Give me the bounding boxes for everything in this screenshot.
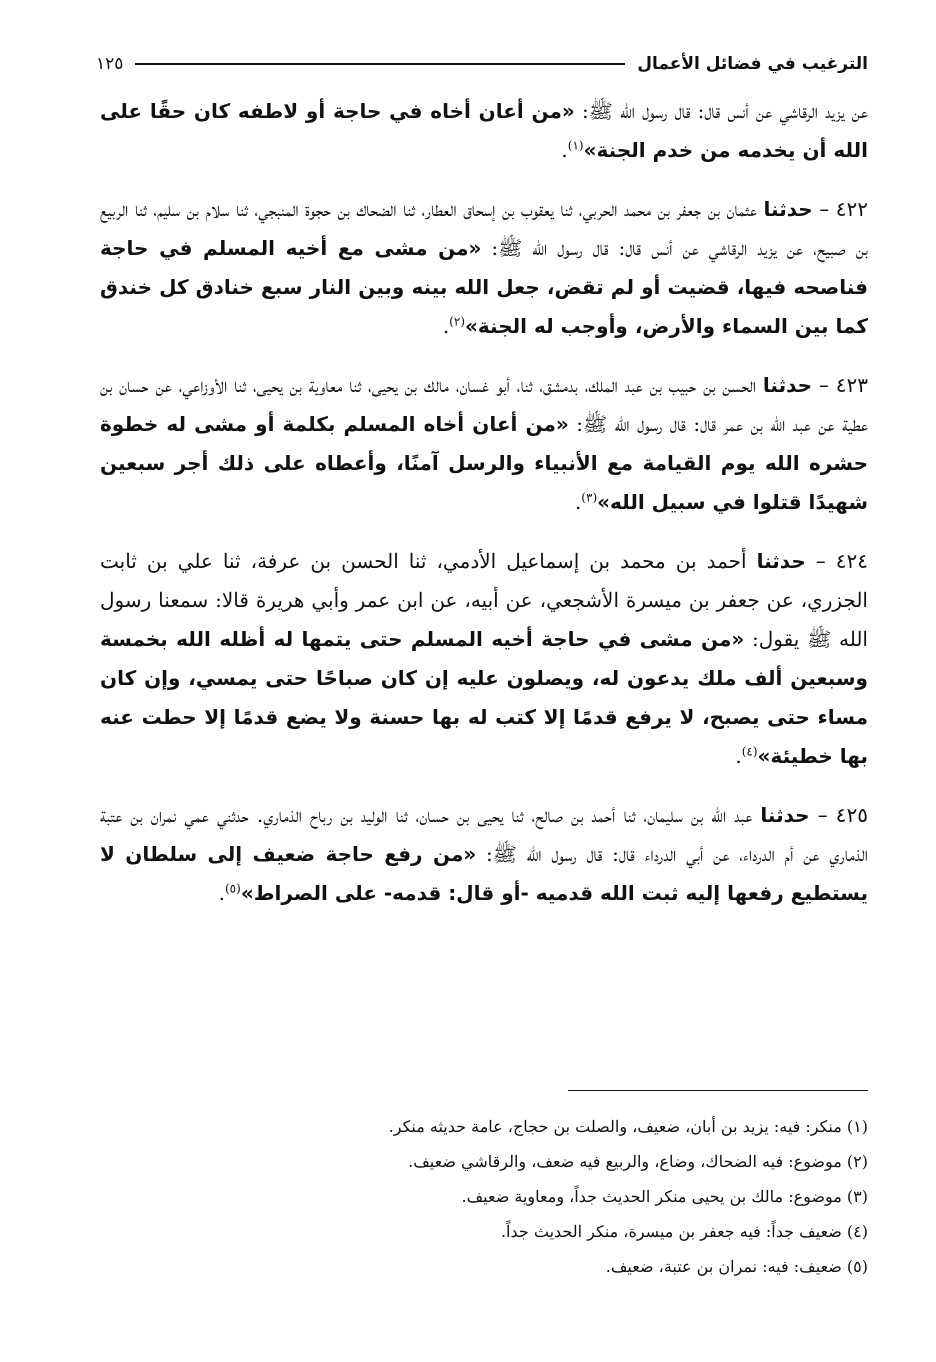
chain-text: الحسن بن حبيب بن عبد الملك، بدمشق، ثنا، أبو غسان، مالك بن يحيى، ثنا معاوية بن يحيى، ثنا الأوزاعي، عن حسان بن عطية عن عبد الله بن عمر قال: قال رسول الله ﷺ: — [100, 373, 869, 436]
hadith-paragraph-425 — [100, 796, 868, 913]
end-mark: . — [574, 490, 582, 514]
chain-text: عثمان بن جعفر بن محمد الحربي، ثنا يعقوب بن إسحاق العطار، ثنا الضحاك بن حجوة المنبجي، ثنا سلام بن سليم، ثنا الربيع بن صبيح، عن يزيد الرقاشي عن أنس قال: قال رسول الله ﷺ: — [100, 197, 868, 260]
hadith-text: «من مشى مع أخيه المسلم في حاجة فناصحه فيها، قضيت أو لم تقض، جعل الله بينه وبين النار سبع خنادق كل خندق كما بين السماء والأرض، وأوجب له الجنة» — [100, 236, 868, 338]
end-mark: . — [442, 314, 450, 338]
hadith-text: «من رفع حاجة ضعيف إلى سلطان لا يستطيع رفعها إليه ثبت الله قدميه -أو قال: قدمه- على الصراط» — [100, 842, 868, 905]
footnote-5: (٥) ضعيف: فيه: نمران بن عتبة، ضعيف. — [605, 1257, 868, 1276]
intro-paragraph — [100, 92, 868, 170]
header-rule — [135, 63, 625, 65]
lead-word: حدثنا — [760, 803, 810, 827]
lead-word: حدثنا — [763, 197, 813, 221]
footnote-ref: (٢) — [449, 314, 465, 329]
paragraph-number: ٤٢٣ – — [812, 373, 868, 397]
lead-word: حدثنا — [756, 549, 806, 573]
footnote-4: (٤) ضعيف جداً: فيه جعفر بن ميسرة، منكر الحديث جداً. — [500, 1222, 868, 1241]
footnote-2: (٢) موضوع: فيه الضحاك، وضاع، والربيع فيه ضعف، والرقاشي ضعيف. — [408, 1152, 868, 1171]
page-header — [96, 48, 868, 80]
hadith-text: «من أعان أخاه المسلم بكلمة أو مشى له خطوة حشره الله يوم القيامة مع الأنبياء والرسل آمنًا، وأعطاه على ذلك أجر سبعين شهيدًا قتلوا في سبيل الله» — [100, 412, 868, 514]
paragraph-number: ٤٢٢ – — [812, 197, 868, 221]
end-mark: . — [735, 744, 742, 768]
footnote-1: (١) منكر: فيه: يزيد بن أبان، ضعيف، والصلت بن حجاج، عامة حديثه منكر. — [388, 1117, 868, 1136]
hadith-text: «من أعان أخاه في حاجة أو لاطفه كان حقًا على الله أن يخدمه من خدم الجنة» — [100, 99, 868, 162]
footnote-ref: (٣) — [581, 490, 598, 505]
chain-text: أحمد بن محمد بن إسماعيل الأدمي، ثنا الحسن بن عرفة، ثنا علي بن ثابت الجزري، عن جعفر بن ميسرة الأشجعي، عن أبيه، عن ابن عمر وأبي هريرة قالا: سمعنا رسول الله ﷺ يقول: — [100, 549, 868, 651]
footnote-ref: (٥) — [224, 881, 241, 896]
paragraph-number: ٤٢٥ – — [809, 803, 868, 827]
running-title: الترغيب في فضائل الأعمال — [637, 54, 868, 74]
intro-text: عن يزيد الرقاشي عن أنس قال: قال رسول الله ﷺ: — [574, 99, 868, 123]
hadith-paragraph-424 — [100, 542, 868, 776]
hadith-text: «من مشى في حاجة أخيه المسلم حتى يتمها له أظله الله بخمسة وسبعين ألف ملك يدعون له، ويصلون عليه إن كان صباحًا حتى يمسي، وإن كان مساء حتى يصبح، لا يرفع قدمًا إلا كتب له بها حسنة ولا يضع قدمًا إلا حطت عنه بها خطيئة» — [100, 627, 868, 768]
footnotes — [100, 1110, 868, 1285]
paragraph-number: ٤٢٤ – — [805, 549, 868, 573]
hadith-paragraph-422 — [100, 190, 868, 346]
footnote-ref: (١) — [567, 138, 584, 153]
footnote-3: (٣) موضوع: مالك بن يحيى منكر الحديث جداً، ومعاوية ضعيف. — [461, 1187, 868, 1206]
chain-text: عبد الله بن سليمان، ثنا أحمد بن صالح، ثنا يحيى بن حسان، ثنا الوليد بن رباح الذماري. حدثني عمي نمران بن عتبة الذماري عن أم الدرداء، عن أبي الدرداء قال: قال رسول الله ﷺ: — [100, 803, 868, 866]
lead-word: حدثنا — [762, 373, 813, 397]
hadith-paragraph-423 — [100, 366, 868, 522]
footnote-divider — [568, 1090, 868, 1091]
end-mark: . — [561, 138, 568, 162]
footnote-ref: (٤) — [741, 744, 758, 759]
end-mark: . — [218, 881, 225, 905]
page-number: ١٢٥ — [96, 54, 124, 74]
main-text — [100, 92, 868, 933]
